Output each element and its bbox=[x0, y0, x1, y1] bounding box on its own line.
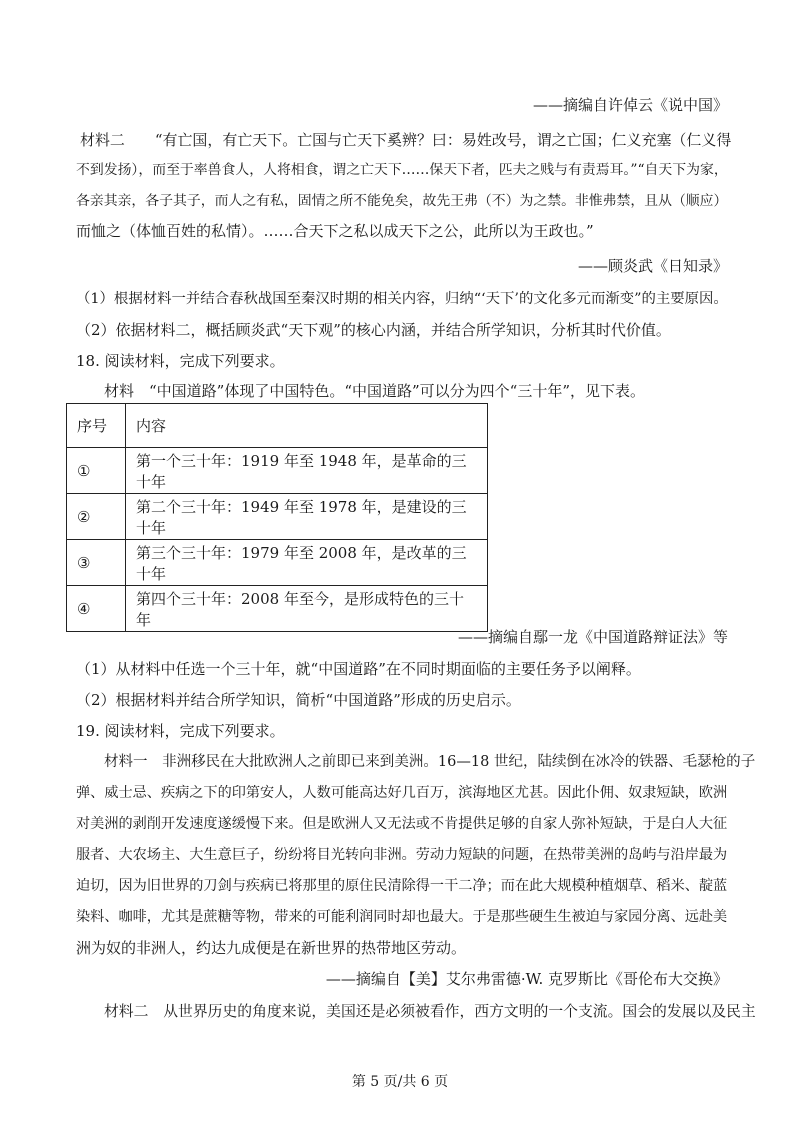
table-row bbox=[67, 586, 488, 632]
q18-material-intro: 材料 “中国道路”体现了中国特色。“中国道路”可以分为四个“三十年”，见下表。 bbox=[104, 382, 646, 400]
table-row bbox=[67, 448, 488, 494]
q19-material1-line-7: 洲为奴的非洲人，约达九成便是在新世界的热带地区劳动。 bbox=[76, 939, 467, 957]
material2-line-3: 各亲其亲，各子其子，而人之有私，固情之所不能免矣，故先王弗（不）为之禁。非惟弗禁，且从（顺应） bbox=[76, 193, 728, 209]
q18-subquestion-2: （2）根据材料并结合所学知识，简析“中国道路”形成的历史启示。 bbox=[76, 691, 521, 709]
material2-line-2: 不到发扬），而至于率兽食人，人将相食，谓之亡天下……保天下者，匹夫之贱与有责焉耳。”“自天下为家， bbox=[76, 162, 728, 178]
q19-material1-line-4: 服者、大农场主、大生意巨子，纷纷将目光转向非洲。劳动力短缺的问题，在热带美洲的岛屿与沿岸最为 bbox=[76, 847, 728, 863]
china-road-table bbox=[66, 403, 488, 632]
material2-line-1: 材料二 “有亡国，有亡天下。亡国与亡天下奚辨？曰：易姓改号，谓之亡国；仁义充塞（仁义得 bbox=[80, 131, 732, 149]
page-number: 第 5 页/共 6 页 bbox=[351, 1074, 449, 1090]
row-content: 第二个三十年：1949 年至 1978 年，是建设的三十年 bbox=[126, 494, 488, 540]
q17-subquestion-1: （1）根据材料一并结合春秋战国至秦汉时期的相关内容，归纳“‘天下’的文化多元而渐变”的主要原因。 bbox=[76, 291, 728, 307]
table-row bbox=[67, 494, 488, 540]
row-content: 第一个三十年：1919 年至 1948 年，是革命的三十年 bbox=[126, 448, 488, 494]
q19-material1-line-1: 材料一 非洲移民在大批欧洲人之前即已来到美洲。16—18 世纪，陆续倒在冰冷的铁器、毛瑟枪的子 bbox=[104, 754, 756, 770]
row-number: ④ bbox=[67, 586, 126, 632]
row-content: 第四个三十年：2008 年至今，是形成特色的三十年 bbox=[126, 586, 488, 632]
q19-material2-line-1: 材料二 从世界历史的角度来说，美国还是必须被看作，西方文明的一个支流。国会的发展以及民主 bbox=[104, 1003, 756, 1020]
q18-title: 18. 阅读材料，完成下列要求。 bbox=[76, 352, 285, 370]
table-row bbox=[67, 540, 488, 586]
q19-material1-line-6: 染料、咖啡，尤其是蔗糖等物，带来的可能利润同时却也最大。于是那些硬生生被迫与家园分离、远赴美 bbox=[76, 909, 728, 925]
material2-line-4: 而恤之（体恤百姓的私情）。……合天下之私以成天下之公，此所以为王政也。” bbox=[76, 222, 594, 240]
q19-title: 19. 阅读材料，完成下列要求。 bbox=[76, 722, 285, 740]
q17-subquestion-2: （2）依据材料二，概括顾炎武“天下观”的核心内涵，并结合所学知识，分析其时代价值。 bbox=[76, 321, 671, 339]
table-header-content: 内容 bbox=[126, 404, 488, 448]
row-number: ② bbox=[67, 494, 126, 540]
q19-material1-line-5: 迫切，因为旧世界的刀剑与疾病已将那里的原住民清除得一干二净；而在此大规模种植烟草、稻米、靛蓝 bbox=[76, 878, 728, 894]
q19-material1-source: ——摘编自【美】艾尔弗雷德·W. 克罗斯比《哥伦布大交换》 bbox=[325, 970, 728, 988]
q18-subquestion-1: （1）从材料中任选一个三十年，就“中国道路”在不同时期面临的主要任务予以阐释。 bbox=[76, 660, 641, 678]
material1-source: ——摘编自许倬云《说中国》 bbox=[532, 96, 728, 114]
q19-material1-line-3: 对美洲的剥削开发速度遂缓慢下来。但是欧洲人又无法或不肯提供足够的自家人弥补短缺，于是白人大征 bbox=[76, 816, 728, 832]
table-header-number: 序号 bbox=[67, 404, 126, 448]
q19-material1-line-2: 弹、威士忌、疾病之下的印第安人，人数可能高达好几百万，滨海地区尤甚。因此仆佣、奴隶短缺，欧洲 bbox=[76, 785, 728, 801]
row-number: ① bbox=[67, 448, 126, 494]
row-content: 第三个三十年：1979 年至 2008 年，是改革的三十年 bbox=[126, 540, 488, 586]
table-header-row bbox=[67, 404, 488, 448]
material2-source: ——顾炎武《日知录》 bbox=[577, 257, 728, 275]
row-number: ③ bbox=[67, 540, 126, 586]
q18-source: ——摘编自鄢一龙《中国道路辩证法》等 bbox=[457, 628, 728, 646]
